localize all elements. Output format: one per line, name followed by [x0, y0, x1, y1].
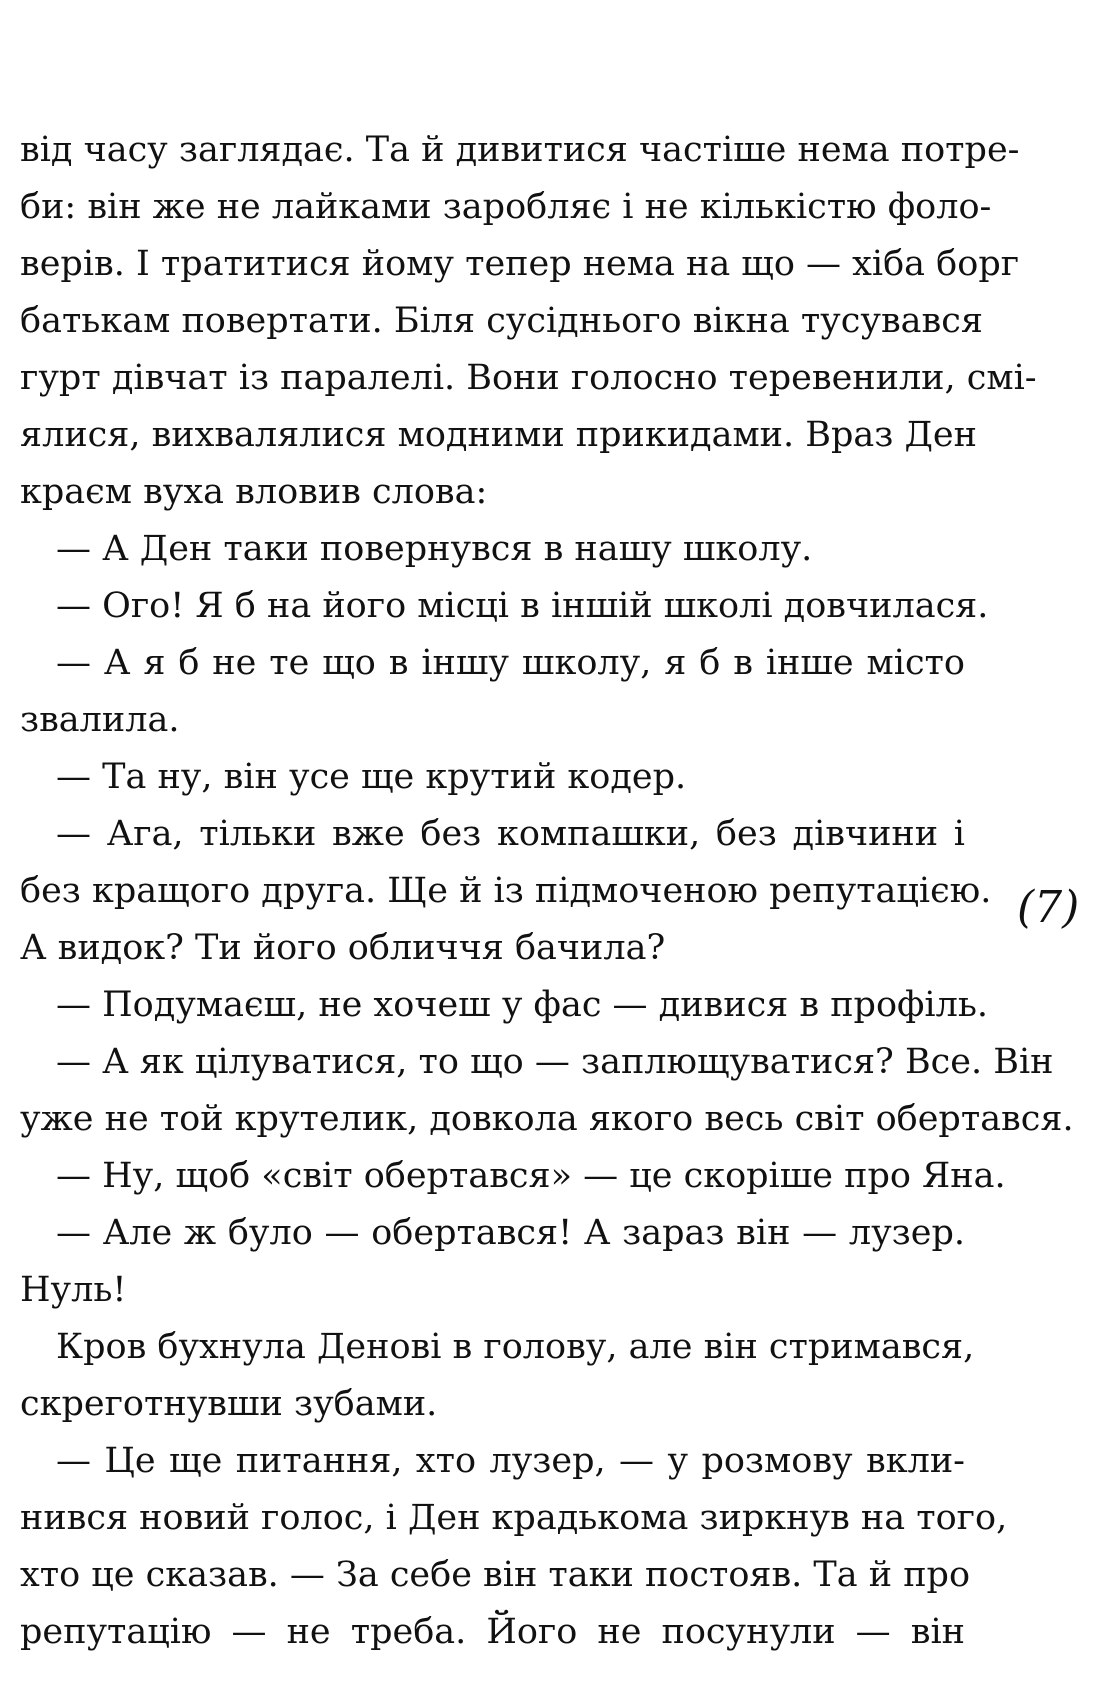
text-line: гурт дівчат із паралелі. Вони голосно теревенили, смі- [20, 358, 1037, 398]
page-number: (7) [1017, 882, 1080, 933]
text-line: А видок? Ти його обличчя бачила? [20, 928, 666, 968]
text-line: хто це сказав. — За себе він таки постояв. Та й про [20, 1555, 971, 1595]
text-line: — Ага, тільки вже без компашки, без дівчини і [56, 814, 965, 854]
text-line: — Але ж було — обертався! А зараз він — лузер. [56, 1213, 965, 1253]
text-line: — Ну, щоб «світ обертався» — це скоріше про Яна. [56, 1156, 1006, 1196]
text-line: — Ого! Я б на його місці в іншій школі довчилася. [56, 586, 989, 626]
text-line: краєм вуха вловив слова: [20, 472, 488, 512]
text-line: без кращого друга. Ще й із підмоченою репутацією. [20, 871, 992, 911]
text-line: верів. І тратитися йому тепер нема на що — хіба борг [20, 244, 1020, 284]
text-line: би: він же не лайками заробляє і не кількістю фоло- [20, 187, 992, 227]
text-line: — А Ден таки повернувся в нашу школу. [56, 529, 813, 569]
text-line: — А я б не те що в іншу школу, я б в інше місто [56, 643, 965, 683]
text-line: ялися, вихвалялися модними прикидами. Враз Ден [20, 415, 977, 455]
text-line: скреготнувши зубами. [20, 1384, 438, 1424]
text-line: — Це ще питання, хто лузер, — у розмову вкли- [56, 1441, 965, 1481]
text-line: — Та ну, він усе ще крутий кодер. [56, 757, 687, 797]
text-line: звалила. [20, 700, 180, 740]
text-line: Нуль! [20, 1270, 127, 1310]
text-line: від часу заглядає. Та й дивитися частіше нема потре- [20, 130, 1020, 170]
text-line: репутацію — не треба. Його не посунули — він [20, 1612, 965, 1652]
text-line: батькам повертати. Біля сусіднього вікна тусувався [20, 301, 983, 341]
text-line: нився новий голос, і Ден крадькома зиркнув на того, [20, 1498, 1008, 1538]
text-line: уже не той крутелик, довкола якого весь світ обертався. [20, 1099, 1074, 1139]
text-line: Кров бухнула Денові в голову, але він стримався, [56, 1327, 975, 1367]
text-line: — А як цілуватися, то що — заплющуватися? Все. Він [56, 1042, 1054, 1082]
body-text [20, 122, 1074, 1661]
text-line: — Подумаєш, не хочеш у фас — дивися в профіль. [56, 985, 989, 1025]
